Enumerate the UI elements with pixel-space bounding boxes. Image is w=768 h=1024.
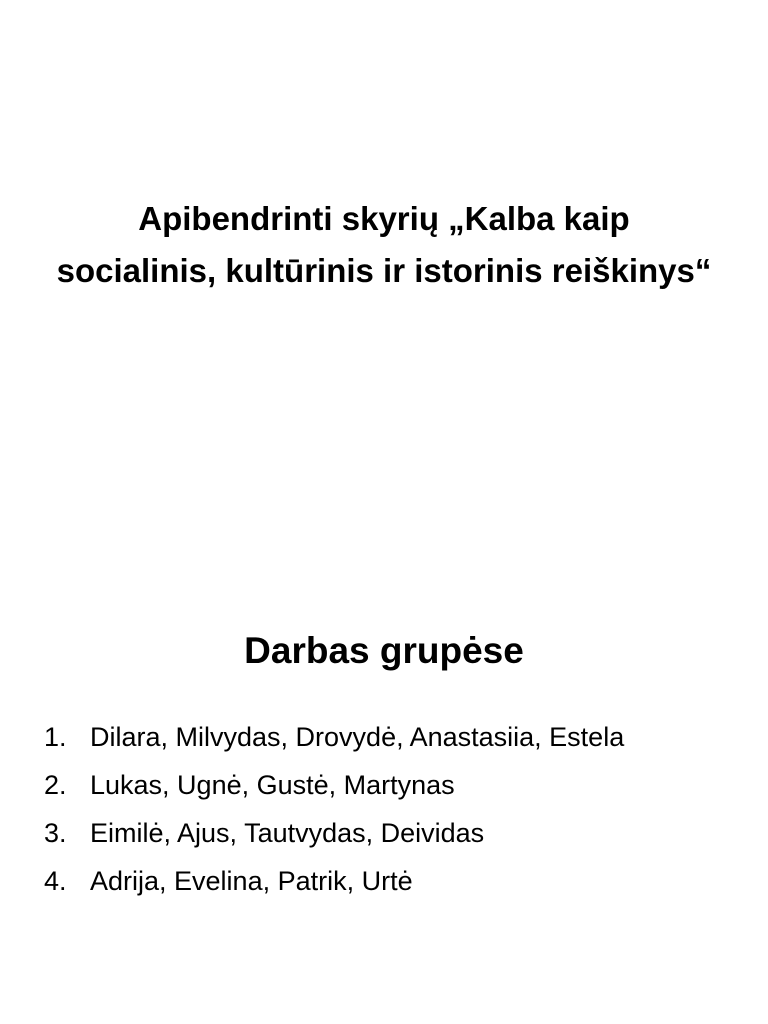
group-list [44,715,624,907]
group-members: Lukas, Ugnė, Gustė, Martynas [90,770,455,800]
title-line-1: Apibendrinti skyrių „Kalba kaip [138,200,630,237]
list-item [44,859,624,907]
list-number: 1. [44,722,67,752]
list-item [44,715,624,763]
list-number: 4. [44,866,67,896]
list-number: 3. [44,818,67,848]
list-item [44,763,624,811]
title-line-2: socialinis, kultūrinis ir istorinis reiškinys“ [56,252,712,289]
group-members: Dilara, Milvydas, Drovydė, Anastasiia, Estela [90,722,625,752]
list-number: 2. [44,770,67,800]
slide-subtitle: Darbas grupėse [244,630,524,671]
group-members: Eimilė, Ajus, Tautvydas, Deividas [90,818,485,848]
slide-title [0,193,768,297]
group-members: Adrija, Evelina, Patrik, Urtė [90,866,413,896]
list-item [44,811,624,859]
